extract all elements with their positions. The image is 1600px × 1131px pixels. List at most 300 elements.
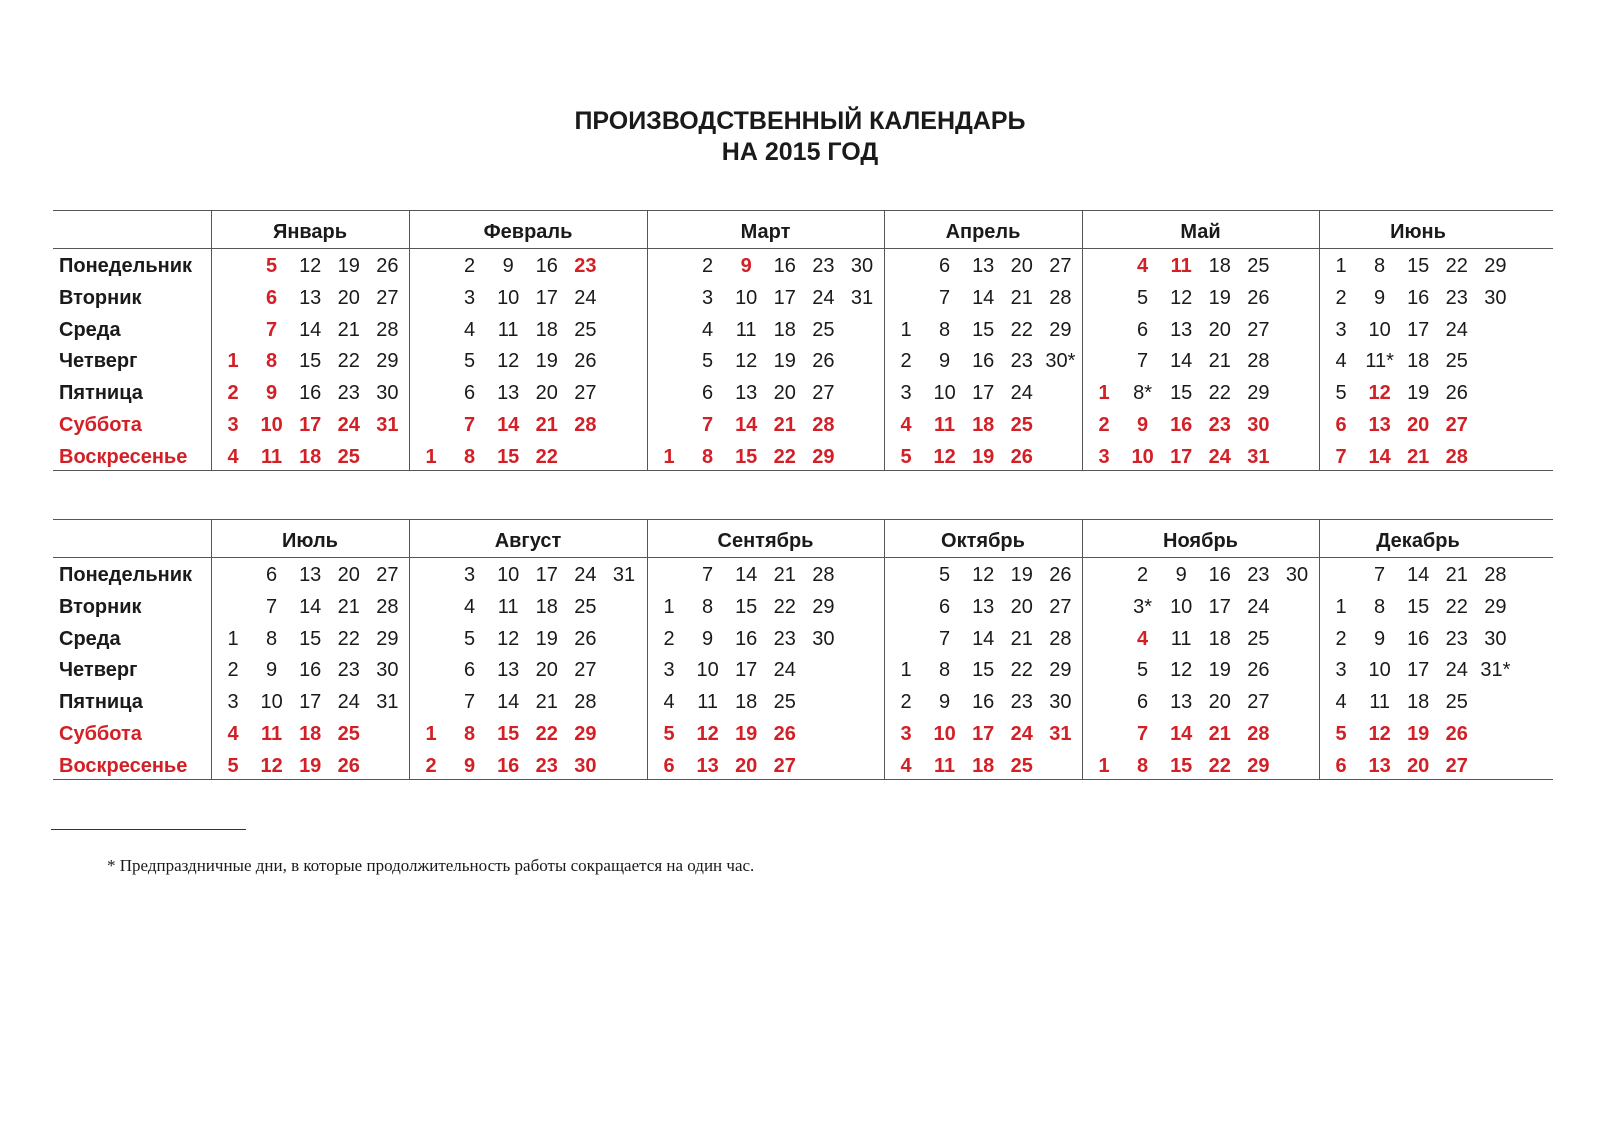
day-cell: 11 [261, 445, 283, 468]
month-name: Октябрь [941, 530, 1025, 552]
day-cell: 3 [227, 691, 239, 714]
day-cell: 18 [972, 754, 995, 777]
day-cell: 6 [1335, 414, 1347, 436]
day-cell: 23 [1208, 414, 1231, 436]
day-cell: 6 [266, 564, 278, 586]
day-cell: 26 [376, 255, 399, 277]
day-cell: 8* [1133, 382, 1153, 405]
day-cell: 11 [497, 595, 519, 618]
day-cell: 3 [1098, 445, 1110, 468]
day-cell: 13 [1170, 318, 1193, 341]
weekday-label: Пятница [59, 382, 143, 405]
day-cell: 12 [933, 445, 956, 468]
column-divider [1082, 210, 1083, 470]
day-cell: 13 [972, 595, 995, 618]
day-cell: 16 [1407, 286, 1430, 309]
day-cell: 19 [299, 754, 322, 777]
bottom-rule [53, 470, 1553, 471]
day-cell: 6 [266, 286, 278, 309]
day-cell: 19 [337, 255, 360, 277]
day-cell: 6 [1335, 754, 1347, 777]
day-cell: 27 [574, 382, 597, 405]
day-cell: 8 [1374, 255, 1386, 277]
day-cell: 19 [535, 350, 558, 373]
footnote-divider [51, 829, 246, 830]
day-cell: 31* [1480, 659, 1511, 682]
day-cell: 21 [337, 595, 360, 618]
day-cell: 10 [260, 691, 283, 714]
day-cell: 20 [1208, 691, 1231, 714]
weekday-label: Понедельник [59, 255, 192, 277]
weekday-label: Суббота [59, 414, 142, 436]
day-cell: 20 [535, 382, 558, 405]
day-cell: 9 [702, 627, 714, 650]
day-cell: 16 [1170, 414, 1193, 436]
day-cell: 15 [972, 659, 995, 682]
day-cell: 13 [497, 659, 520, 682]
month-name: Май [1180, 221, 1221, 243]
day-cell: 21 [337, 318, 360, 341]
day-cell: 23 [337, 382, 360, 405]
day-cell: 17 [735, 659, 758, 682]
day-cell: 21 [773, 414, 796, 436]
day-cell: 14 [972, 286, 995, 309]
day-cell: 2 [702, 255, 714, 277]
day-cell: 17 [535, 564, 558, 586]
day-cell: 6 [1137, 318, 1149, 341]
day-cell: 29 [812, 595, 835, 618]
day-cell: 1 [1098, 754, 1110, 777]
day-cell: 19 [735, 723, 758, 745]
day-cell: 19 [1208, 659, 1231, 682]
weekday-label: Понедельник [59, 564, 192, 586]
day-cell: 11 [934, 414, 956, 436]
day-cell: 11 [735, 318, 757, 341]
day-cell: 26 [1049, 564, 1072, 586]
day-cell: 22 [773, 595, 796, 618]
day-cell: 21 [1208, 723, 1231, 745]
day-cell: 1 [425, 723, 437, 745]
day-cell: 25 [337, 445, 360, 468]
day-cell: 14 [1170, 350, 1193, 373]
day-cell: 25 [1247, 255, 1270, 277]
month-name: Август [494, 530, 562, 552]
day-cell: 13 [1368, 414, 1391, 436]
day-cell: 19 [1208, 286, 1231, 309]
day-cell: 15 [1407, 595, 1430, 618]
day-cell: 3 [227, 414, 239, 436]
day-cell: 30 [1484, 627, 1507, 650]
day-cell: 11 [1170, 255, 1192, 277]
day-cell: 10 [497, 286, 520, 309]
day-cell: 18 [1407, 691, 1430, 714]
day-cell: 8 [266, 350, 278, 373]
day-cell: 18 [299, 723, 322, 745]
day-cell: 29 [812, 445, 835, 468]
weekday-label: Четверг [59, 659, 138, 682]
day-cell: 24 [1010, 382, 1033, 405]
column-divider [647, 210, 648, 470]
day-cell: 17 [773, 286, 796, 309]
day-cell: 23 [337, 659, 360, 682]
day-cell: 15 [299, 350, 322, 373]
day-cell: 29 [376, 350, 399, 373]
day-cell: 15 [1170, 382, 1193, 405]
day-cell: 27 [376, 564, 399, 586]
day-cell: 9 [266, 382, 278, 405]
day-cell: 28 [574, 691, 597, 714]
day-cell: 14 [1170, 723, 1193, 745]
day-cell: 21 [1445, 564, 1468, 586]
day-cell: 15 [735, 595, 758, 618]
day-cell: 18 [735, 691, 758, 714]
day-cell: 25 [574, 595, 597, 618]
day-cell: 26 [1445, 723, 1468, 745]
day-cell: 2 [227, 382, 239, 405]
day-cell: 16 [299, 382, 322, 405]
day-cell: 3 [1335, 659, 1347, 682]
day-cell: 1 [227, 627, 239, 650]
day-cell: 17 [1407, 659, 1430, 682]
day-cell: 2 [1137, 564, 1149, 586]
day-cell: 12 [299, 255, 322, 277]
day-cell: 14 [299, 318, 322, 341]
day-cell: 9 [939, 350, 951, 373]
day-cell: 27 [1247, 318, 1270, 341]
day-cell: 25 [574, 318, 597, 341]
day-cell: 29 [1247, 382, 1270, 405]
day-cell: 9 [1137, 414, 1149, 436]
day-cell: 29 [1049, 318, 1072, 341]
day-cell: 12 [1170, 659, 1193, 682]
day-cell: 12 [735, 350, 758, 373]
day-cell: 29 [376, 627, 399, 650]
day-cell: 7 [939, 627, 951, 650]
month-name: Июнь [1390, 221, 1446, 243]
weekday-label: Воскресенье [59, 754, 188, 777]
day-cell: 8 [702, 445, 714, 468]
day-cell: 4 [464, 318, 476, 341]
month-name: Декабрь [1376, 530, 1460, 552]
title-line-1: ПРОИЗВОДСТВЕННЫЙ КАЛЕНДАРЬ [574, 107, 1026, 135]
day-cell: 20 [1010, 595, 1033, 618]
day-cell: 20 [337, 564, 360, 586]
day-cell: 15 [497, 723, 520, 745]
day-cell: 15 [735, 445, 758, 468]
day-cell: 8 [702, 595, 714, 618]
day-cell: 7 [1137, 350, 1149, 373]
day-cell: 7 [1335, 445, 1347, 468]
day-cell: 19 [1407, 382, 1430, 405]
day-cell: 3 [464, 564, 476, 586]
day-cell: 25 [1445, 691, 1468, 714]
day-cell: 7 [939, 286, 951, 309]
day-cell: 21 [535, 414, 558, 436]
month-name: Март [740, 221, 791, 243]
day-cell: 11 [697, 691, 718, 714]
day-cell: 2 [663, 627, 675, 650]
weekday-label: Суббота [59, 723, 142, 745]
day-cell: 30 [574, 754, 597, 777]
day-cell: 8 [464, 445, 476, 468]
day-cell: 10 [933, 382, 956, 405]
day-cell: 26 [1010, 445, 1033, 468]
day-cell: 23 [1010, 350, 1033, 373]
day-cell: 20 [337, 286, 360, 309]
day-cell: 7 [464, 414, 476, 436]
day-cell: 3* [1133, 595, 1153, 618]
day-cell: 12 [696, 723, 719, 745]
day-cell: 24 [1010, 723, 1033, 745]
day-cell: 20 [1407, 754, 1430, 777]
day-cell: 22 [1208, 754, 1231, 777]
day-cell: 18 [1208, 255, 1231, 277]
day-cell: 11 [1170, 627, 1192, 650]
day-cell: 7 [702, 414, 714, 436]
day-cell: 26 [574, 627, 597, 650]
day-cell: 1 [663, 445, 675, 468]
day-cell: 14 [497, 691, 520, 714]
day-cell: 22 [535, 445, 558, 468]
day-cell: 4 [227, 723, 239, 745]
day-cell: 2 [900, 691, 912, 714]
day-cell: 28 [1484, 564, 1507, 586]
day-cell: 13 [972, 255, 995, 277]
day-cell: 4 [1335, 350, 1347, 373]
day-cell: 14 [972, 627, 995, 650]
day-cell: 28 [376, 595, 399, 618]
day-cell: 27 [1445, 414, 1468, 436]
day-cell: 28 [812, 414, 835, 436]
day-cell: 5 [939, 564, 951, 586]
day-cell: 6 [464, 382, 476, 405]
day-cell: 6 [464, 659, 476, 682]
day-cell: 7 [1374, 564, 1386, 586]
day-cell: 5 [1335, 382, 1347, 405]
day-cell: 4 [464, 595, 476, 618]
weekday-label: Среда [59, 318, 121, 341]
header-rule [53, 248, 1553, 249]
day-cell: 9 [1175, 564, 1187, 586]
day-cell: 5 [266, 255, 278, 277]
weekday-label: Среда [59, 627, 121, 650]
day-cell: 21 [1208, 350, 1231, 373]
day-cell: 23 [1010, 691, 1033, 714]
day-cell: 20 [735, 754, 758, 777]
day-cell: 15 [1170, 754, 1193, 777]
day-cell: 1 [1335, 595, 1347, 618]
day-cell: 5 [1335, 723, 1347, 745]
day-cell: 28 [1247, 723, 1270, 745]
day-cell: 1 [900, 318, 912, 341]
day-cell: 5 [1137, 286, 1149, 309]
weekday-label: Четверг [59, 350, 138, 373]
day-cell: 20 [773, 382, 796, 405]
day-cell: 10 [1131, 445, 1154, 468]
day-cell: 26 [773, 723, 796, 745]
column-divider [1319, 519, 1320, 779]
day-cell: 16 [299, 659, 322, 682]
column-divider [409, 210, 410, 470]
day-cell: 20 [1407, 414, 1430, 436]
day-cell: 27 [1049, 595, 1072, 618]
month-name: Июль [282, 530, 338, 552]
column-divider [1082, 519, 1083, 779]
day-cell: 28 [1247, 350, 1270, 373]
top-rule [53, 519, 1553, 520]
day-cell: 10 [735, 286, 758, 309]
day-cell: 17 [1170, 445, 1193, 468]
day-cell: 17 [299, 414, 322, 436]
day-cell: 30 [376, 659, 399, 682]
day-cell: 31 [376, 691, 399, 714]
column-divider [1319, 210, 1320, 470]
day-cell: 11 [261, 723, 283, 745]
day-cell: 31 [850, 286, 874, 309]
day-cell: 5 [900, 445, 912, 468]
day-cell: 25 [1445, 350, 1468, 373]
day-cell: 21 [535, 691, 558, 714]
day-cell: 19 [972, 445, 995, 468]
day-cell: 24 [1208, 445, 1231, 468]
day-cell: 27 [574, 659, 597, 682]
day-cell: 28 [574, 414, 597, 436]
day-cell: 29 [1484, 255, 1507, 277]
day-cell: 5 [464, 350, 476, 373]
day-cell: 28 [812, 564, 835, 586]
day-cell: 2 [425, 754, 437, 777]
day-cell: 20 [535, 659, 558, 682]
day-cell: 19 [1407, 723, 1430, 745]
day-cell: 18 [535, 595, 558, 618]
day-cell: 16 [1407, 627, 1430, 650]
day-cell: 25 [1010, 414, 1033, 436]
day-cell: 14 [1368, 445, 1391, 468]
day-cell: 10 [933, 723, 956, 745]
day-cell: 5 [464, 627, 476, 650]
day-cell: 12 [1170, 286, 1193, 309]
day-cell: 14 [299, 595, 322, 618]
day-cell: 8 [464, 723, 476, 745]
day-cell: 22 [535, 723, 558, 745]
day-cell: 30 [376, 382, 399, 405]
day-cell: 22 [337, 350, 360, 373]
top-rule [53, 210, 1553, 211]
day-cell: 8 [939, 318, 951, 341]
day-cell: 22 [773, 445, 796, 468]
day-cell: 16 [497, 754, 520, 777]
day-cell: 17 [972, 723, 995, 745]
day-cell: 11 [934, 754, 956, 777]
day-cell: 17 [972, 382, 995, 405]
column-divider [884, 519, 885, 779]
day-cell: 24 [1445, 659, 1468, 682]
day-cell: 26 [812, 350, 835, 373]
title-line-2: НА 2015 ГОД [721, 138, 879, 166]
day-cell: 3 [464, 286, 476, 309]
day-cell: 23 [1445, 286, 1468, 309]
day-cell: 25 [1247, 627, 1270, 650]
day-cell: 19 [535, 627, 558, 650]
day-cell: 18 [535, 318, 558, 341]
day-cell: 16 [773, 255, 796, 277]
day-cell: 24 [337, 414, 360, 436]
day-cell: 4 [227, 445, 239, 468]
day-cell: 2 [900, 350, 912, 373]
column-divider [211, 519, 212, 779]
day-cell: 22 [1010, 659, 1033, 682]
day-cell: 12 [260, 754, 283, 777]
day-cell: 26 [337, 754, 360, 777]
day-cell: 13 [735, 382, 758, 405]
day-cell: 7 [702, 564, 714, 586]
day-cell: 23 [773, 627, 796, 650]
day-cell: 26 [1445, 382, 1468, 405]
day-cell: 18 [1407, 350, 1430, 373]
day-cell: 13 [1368, 754, 1391, 777]
day-cell: 4 [1137, 627, 1149, 650]
day-cell: 30 [1484, 286, 1507, 309]
weekday-label: Вторник [59, 595, 142, 618]
day-cell: 20 [1010, 255, 1033, 277]
weekday-label: Вторник [59, 286, 142, 309]
day-cell: 17 [1407, 318, 1430, 341]
day-cell: 11 [497, 318, 519, 341]
day-cell: 21 [1407, 445, 1430, 468]
column-divider [211, 210, 212, 470]
day-cell: 23 [535, 754, 558, 777]
day-cell: 25 [812, 318, 835, 341]
day-cell: 26 [1247, 659, 1270, 682]
day-cell: 24 [574, 286, 597, 309]
day-cell: 23 [1445, 627, 1468, 650]
day-cell: 14 [1407, 564, 1430, 586]
day-cell: 27 [376, 286, 399, 309]
day-cell: 27 [1247, 691, 1270, 714]
day-cell: 5 [702, 350, 714, 373]
day-cell: 9 [502, 255, 514, 277]
day-cell: 27 [812, 382, 835, 405]
day-cell: 28 [1445, 445, 1468, 468]
day-cell: 27 [773, 754, 796, 777]
day-cell: 23 [574, 255, 597, 277]
day-cell: 16 [972, 350, 995, 373]
day-cell: 28 [376, 318, 399, 341]
day-cell: 25 [337, 723, 360, 745]
month-name: Апрель [945, 221, 1021, 243]
footnote: * Предпраздничные дни, в которые продолжительность работы сокращается на один час. [107, 856, 755, 875]
month-name: Ноябрь [1163, 530, 1238, 552]
day-cell: 24 [337, 691, 360, 714]
day-cell: 1 [663, 595, 675, 618]
day-cell: 8 [266, 627, 278, 650]
day-cell: 13 [696, 754, 719, 777]
day-cell: 25 [773, 691, 796, 714]
day-cell: 9 [740, 255, 752, 277]
day-cell: 13 [497, 382, 520, 405]
day-cell: 12 [972, 564, 995, 586]
day-cell: 19 [773, 350, 796, 373]
day-cell: 3 [900, 723, 912, 745]
month-name: Сентябрь [717, 530, 814, 552]
day-cell: 15 [299, 627, 322, 650]
day-cell: 21 [773, 564, 796, 586]
day-cell: 27 [1049, 255, 1072, 277]
day-cell: 15 [1407, 255, 1430, 277]
day-cell: 17 [299, 691, 322, 714]
day-cell: 31 [612, 564, 636, 586]
weekday-label: Воскресенье [59, 445, 188, 468]
